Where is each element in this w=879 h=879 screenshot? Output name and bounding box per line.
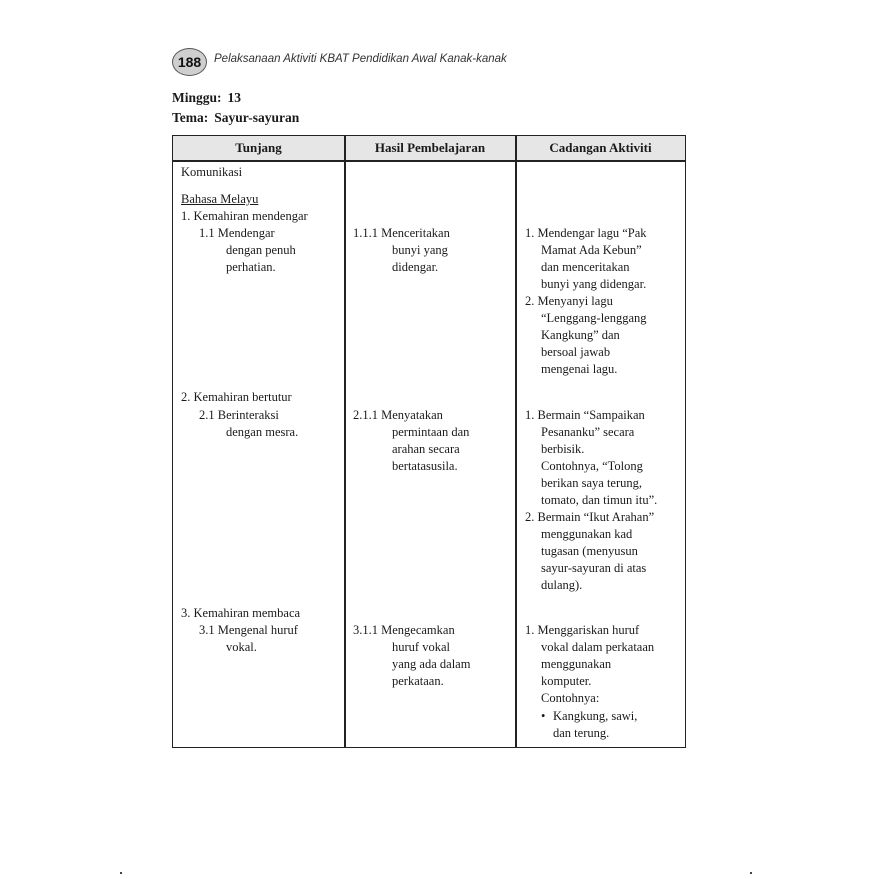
aktiviti-4: 2. Bermain “Ikut Arahan” [525,510,655,524]
hasil-3: perkataan. [392,674,444,688]
aktiviti-3: Pesananku” secara [541,425,635,439]
column-divider [515,136,517,747]
aktiviti-3: berbisik. [541,442,585,456]
tunjang-s3-item: vokal. [226,640,257,654]
tunjang-s1-item: 1.1 Mendengar [199,226,275,240]
hasil-2: 2.1.1 Menyatakan [353,408,443,422]
aktiviti-2: mengenai lagu. [541,362,618,376]
hasil-3: 3.1.1 Mengecamkan [353,623,455,637]
theme-label: Tema: [172,110,209,125]
week-line [172,90,241,106]
bullet-text: Kangkung, sawi, [553,709,638,723]
tunjang-s1-heading: 1. Kemahiran mendengar [181,209,308,223]
crop-mark [120,872,122,874]
crop-mark [750,872,752,874]
aktiviti-4: sayur-sayuran di atas [541,561,647,575]
aktiviti-3: Contohnya, “Tolong [541,459,643,473]
aktiviti-5: menggunakan [541,657,612,671]
week-value: 13 [227,90,242,105]
aktiviti-4: dulang). [541,578,583,592]
page-number-badge: 188 [172,48,207,76]
aktiviti-2: bersoal jawab [541,345,611,359]
tunjang-s3-item: 3.1 Mengenal huruf [199,623,298,637]
hasil-2: bertatasusila. [392,459,458,473]
theme-value: Sayur-sayuran [214,110,300,125]
aktiviti-2: Kangkung” dan [541,328,620,342]
tunjang-subject: Bahasa Melayu [181,192,259,206]
hasil-1: didengar. [392,260,439,274]
aktiviti-5-bullet [541,708,637,725]
lesson-table [172,135,686,748]
tunjang-s2-item: 2.1 Berinteraksi [199,408,279,422]
tunjang-s2-heading: 2. Kemahiran bertutur [181,390,292,404]
hasil-2: arahan secara [392,442,460,456]
aktiviti-5: vokal dalam perkataan [541,640,655,654]
hasil-1: 1.1.1 Menceritakan [353,226,450,240]
column-divider [344,136,346,747]
week-label: Minggu: [172,90,222,105]
tunjang-s1-item: perhatian. [226,260,276,274]
hasil-1: bunyi yang [392,243,448,257]
aktiviti-1: Mamat Ada Kebun” [541,243,642,257]
aktiviti-1: bunyi yang didengar. [541,277,647,291]
hasil-3: yang ada dalam [392,657,471,671]
aktiviti-2: “Lenggang-lenggang [541,311,647,325]
running-title: Pelaksanaan Aktiviti KBAT Pendidikan Awal Kanak-kanak [214,53,507,65]
aktiviti-3: tomato, dan timun itu”. [541,493,658,507]
hasil-2: permintaan dan [392,425,470,439]
aktiviti-2: 2. Menyanyi lagu [525,294,613,308]
header-hasil: Hasil Pembelajaran [345,136,515,160]
tunjang-s2-item: dengan mesra. [226,425,299,439]
aktiviti-4: menggunakan kad [541,527,633,541]
theme-line [172,110,299,126]
aktiviti-3: berikan saya terung, [541,476,643,490]
aktiviti-1: dan menceritakan [541,260,630,274]
aktiviti-5-bullet-cont: dan terung. [553,726,610,740]
header-divider [173,160,685,162]
tunjang-title: Komunikasi [181,165,243,179]
header-aktiviti: Cadangan Aktiviti [516,136,685,160]
header-tunjang: Tunjang [173,136,344,160]
tunjang-s3-heading: 3. Kemahiran membaca [181,606,301,620]
aktiviti-1: 1. Mendengar lagu “Pak [525,226,647,240]
aktiviti-5: komputer. [541,674,592,688]
tunjang-s1-item: dengan penuh [226,243,296,257]
hasil-3: huruf vokal [392,640,450,654]
aktiviti-3: 1. Bermain “Sampaikan [525,408,645,422]
bullet-icon: • [541,709,546,723]
aktiviti-5: Contohnya: [541,691,600,705]
aktiviti-5: 1. Menggariskan huruf [525,623,640,637]
aktiviti-4: tugasan (menyusun [541,544,638,558]
